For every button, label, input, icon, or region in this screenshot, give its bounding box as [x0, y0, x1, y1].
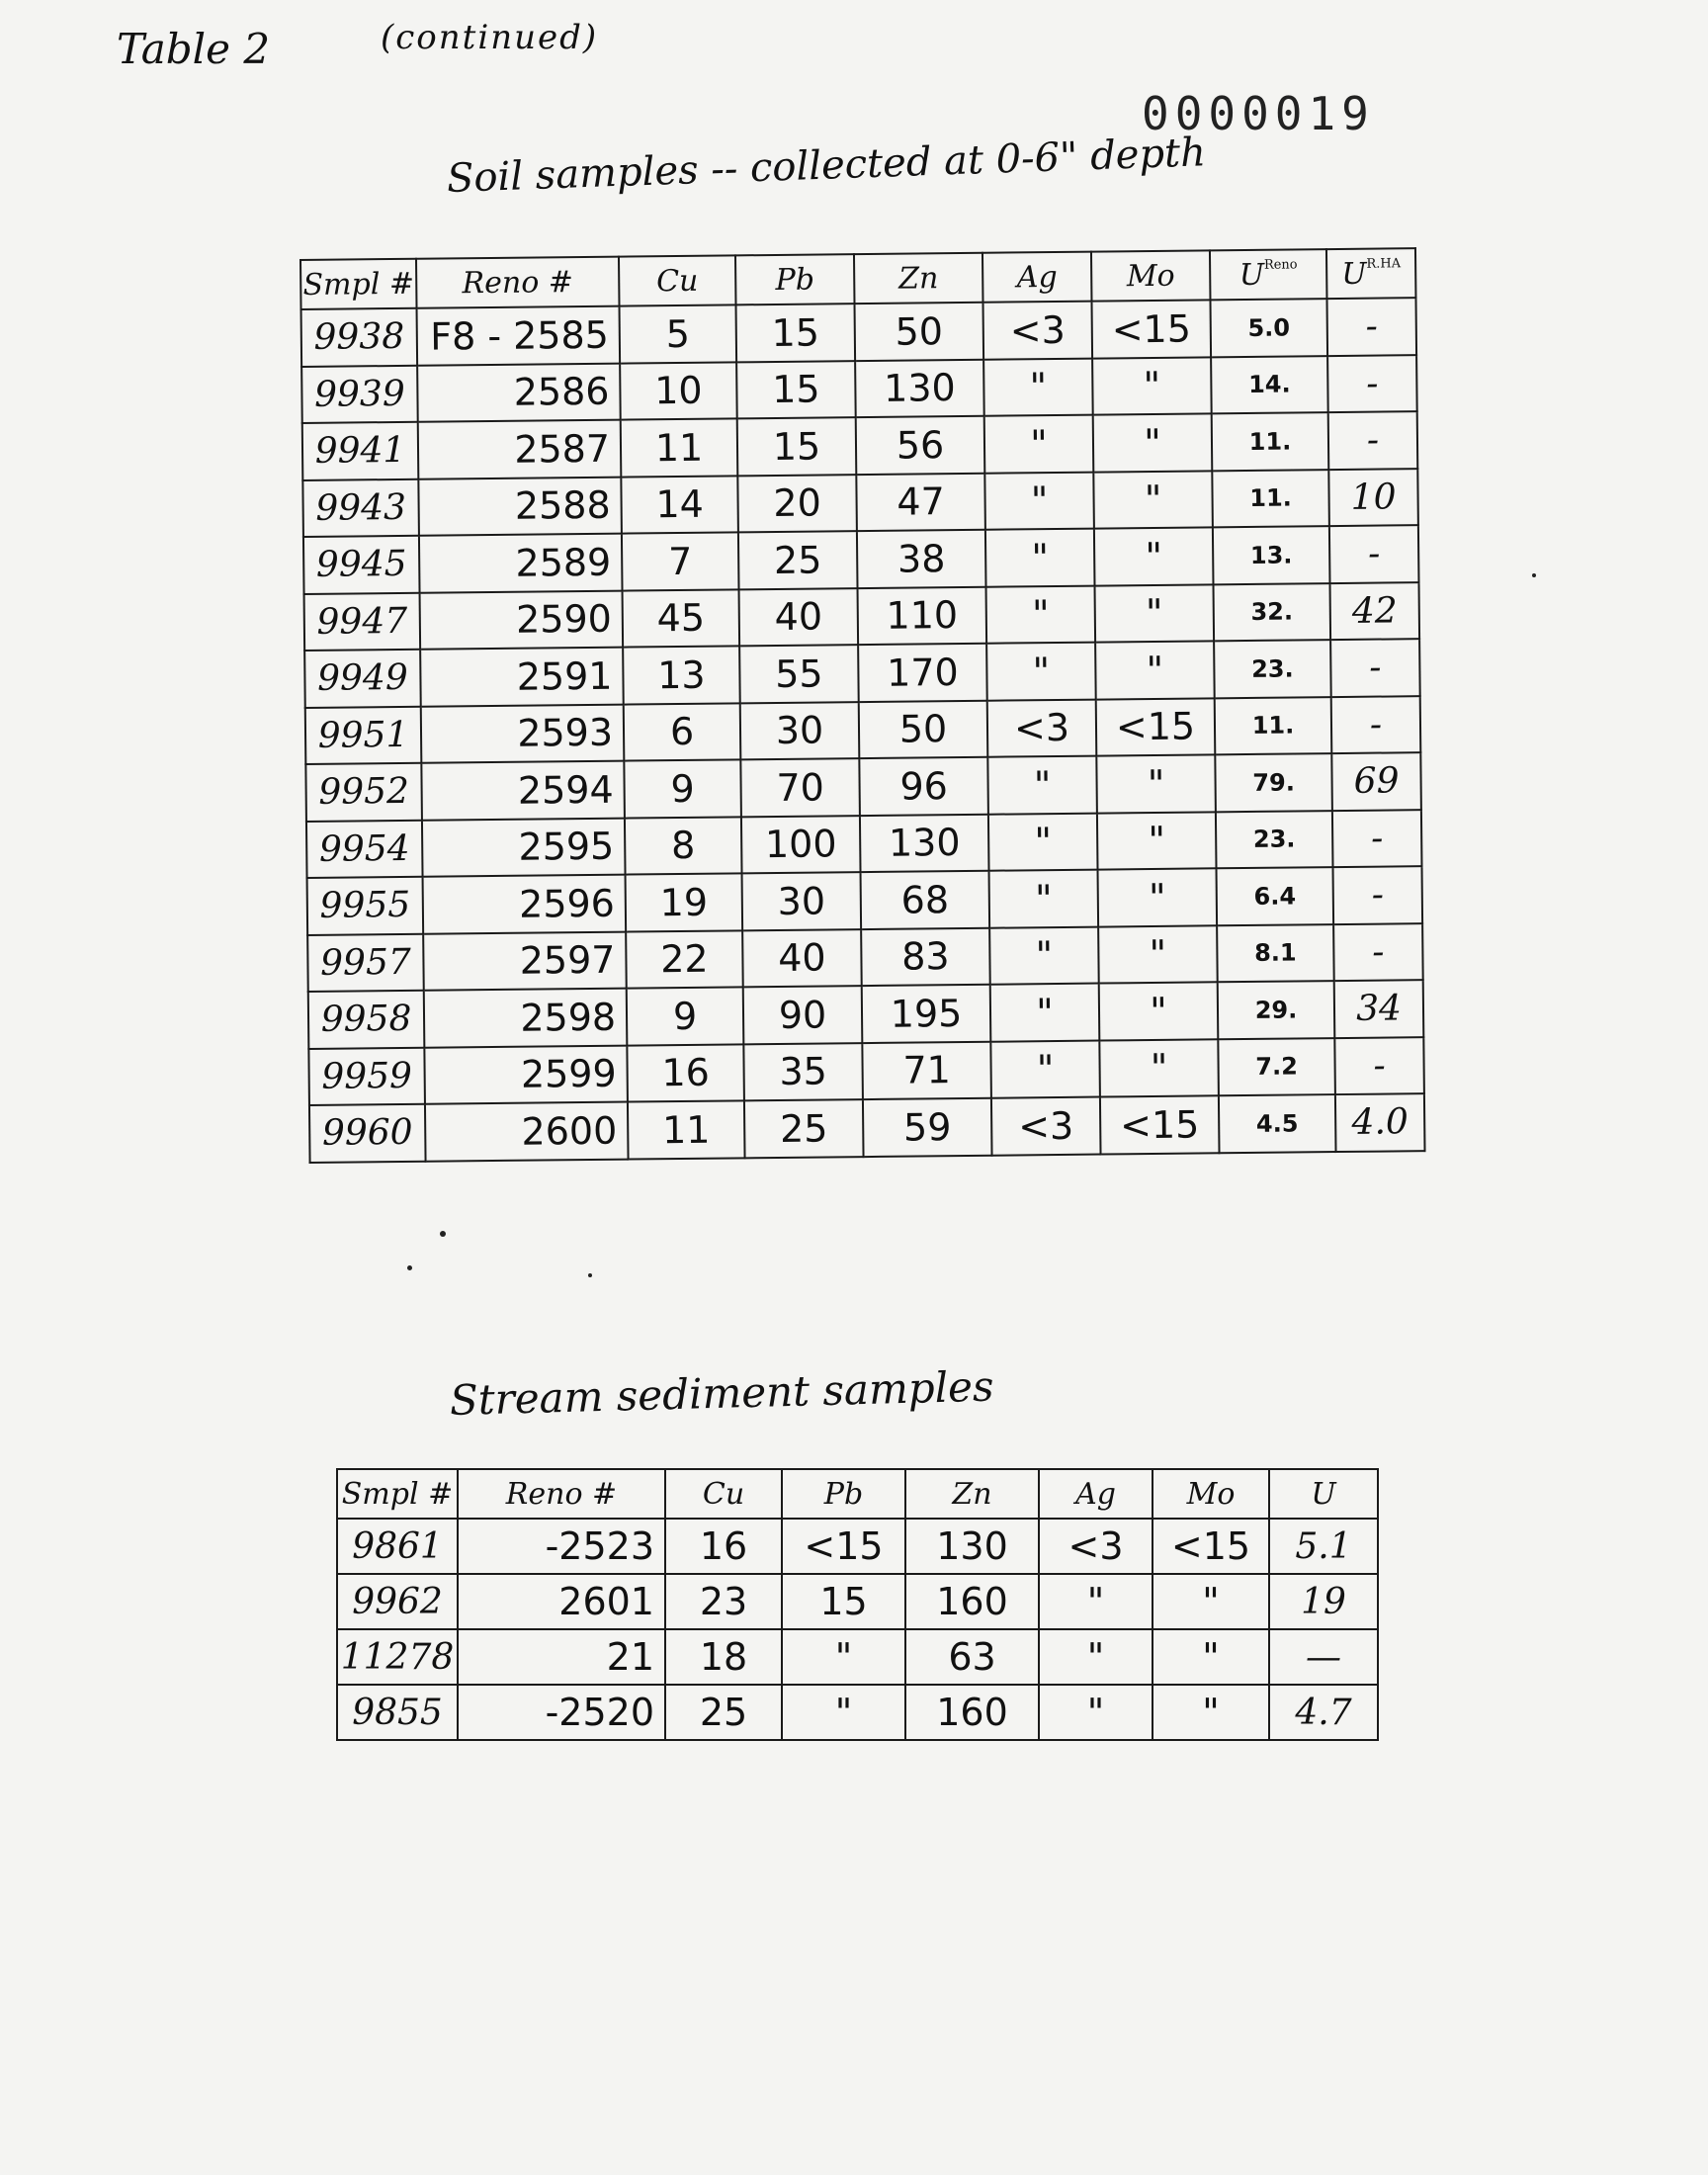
cell-reno: 2594: [421, 761, 625, 821]
cell-cu: 11: [628, 1100, 745, 1159]
stream-sediment-table: [336, 1468, 1379, 1741]
cell-u-rha: -: [1333, 923, 1423, 981]
cell-mo: ": [1098, 925, 1218, 984]
col-header-pb: Pb: [782, 1469, 905, 1519]
cell-u-rha: 69: [1331, 752, 1421, 810]
scan-speck: [440, 1231, 446, 1237]
col-header-cu: Cu: [665, 1469, 782, 1519]
cell-reno: 2599: [424, 1045, 628, 1104]
cell-zn: 160: [905, 1685, 1039, 1740]
cell-mo: ": [1098, 868, 1218, 926]
cell-zn: 63: [905, 1629, 1039, 1685]
cell-smpl: 9855: [337, 1685, 458, 1740]
cell-reno: 2597: [423, 931, 627, 991]
cell-mo: ": [1097, 812, 1217, 870]
table-row: [337, 1685, 1378, 1740]
cell-cu: 14: [621, 476, 738, 534]
table-row: [337, 1629, 1378, 1685]
cell-cu: 16: [665, 1519, 782, 1574]
cell-reno: -2520: [458, 1685, 665, 1740]
cell-u-rha: -: [1331, 696, 1421, 753]
col-header-cu: Cu: [619, 255, 736, 305]
cell-reno: 2588: [418, 477, 622, 536]
cell-cu: 16: [627, 1044, 744, 1102]
cell-ag: ": [1039, 1574, 1153, 1629]
cell-pb: 25: [738, 531, 858, 589]
u-rha-label: U: [1341, 256, 1367, 292]
cell-zn: 130: [905, 1519, 1039, 1574]
cell-zn: 110: [858, 586, 987, 645]
cell-reno: 2593: [421, 704, 625, 763]
scan-speck: [588, 1273, 592, 1277]
cell-smpl: 9962: [337, 1574, 458, 1629]
cell-u-rha: 4.0: [1335, 1093, 1425, 1151]
cell-zn: 160: [905, 1574, 1039, 1629]
col-header-pb: Pb: [735, 254, 855, 304]
soil-samples-table: [299, 247, 1426, 1163]
cell-u-reno: 5.0: [1210, 299, 1327, 357]
cell-u-rha: -: [1328, 411, 1418, 469]
cell-reno: 2587: [418, 420, 622, 479]
cell-u-reno: 13.: [1213, 526, 1330, 584]
cell-reno: 2598: [424, 989, 628, 1048]
cell-pb: 25: [744, 1099, 864, 1158]
cell-pb: 40: [742, 929, 862, 988]
cell-cu: 11: [621, 418, 738, 477]
cell-cu: 22: [626, 930, 743, 989]
cell-u-reno: 23.: [1214, 640, 1331, 698]
cell-cu: 25: [665, 1685, 782, 1740]
cell-ag: <3: [1039, 1519, 1153, 1574]
cell-pb: ": [782, 1685, 905, 1740]
cell-ag: ": [989, 926, 1099, 985]
cell-mo: <15: [1091, 300, 1211, 358]
cell-cu: 45: [623, 589, 740, 648]
cell-ag: ": [990, 1040, 1100, 1098]
cell-u-reno: 14.: [1211, 356, 1328, 414]
stream-sediment-heading: Stream sediment samples: [449, 1361, 995, 1425]
cell-smpl: 9943: [302, 478, 419, 537]
cell-pb: 15: [736, 304, 856, 362]
cell-pb: 100: [741, 816, 861, 874]
cell-mo: ": [1099, 1039, 1219, 1097]
cell-mo: ": [1099, 982, 1219, 1040]
col-header-mo: Mo: [1091, 250, 1211, 301]
cell-u: —: [1269, 1629, 1378, 1685]
table-title: Table 2: [117, 25, 271, 73]
cell-u-reno: 4.5: [1219, 1094, 1336, 1153]
cell-u-rha: -: [1334, 1037, 1424, 1094]
cell-ag: ": [986, 585, 1096, 644]
cell-reno: 2596: [423, 875, 627, 934]
cell-reno: 2591: [420, 648, 624, 707]
cell-mo: <15: [1153, 1519, 1269, 1574]
cell-smpl: 9947: [304, 592, 421, 651]
cell-pb: 40: [739, 588, 859, 647]
cell-u-rha: -: [1332, 866, 1422, 923]
cell-ag: ": [990, 984, 1100, 1042]
cell-reno: 2600: [425, 1102, 629, 1162]
cell-smpl: 9952: [305, 763, 422, 822]
cell-pb: 15: [782, 1574, 905, 1629]
cell-pb: 70: [740, 758, 860, 817]
cell-u-reno: 6.4: [1217, 867, 1334, 925]
cell-mo: <15: [1100, 1095, 1220, 1154]
cell-ag: ": [983, 358, 1093, 416]
cell-smpl: 9939: [301, 365, 418, 423]
cell-ag: ": [1039, 1629, 1153, 1685]
cell-u: 19: [1269, 1574, 1378, 1629]
cell-zn: 59: [863, 1098, 992, 1157]
cell-u-reno: 23.: [1216, 811, 1333, 869]
cell-ag: ": [984, 415, 1094, 474]
cell-mo: ": [1153, 1574, 1269, 1629]
cell-pb: ": [782, 1629, 905, 1685]
cell-reno: 21: [458, 1629, 665, 1685]
cell-reno: 2601: [458, 1574, 665, 1629]
cell-zn: 195: [862, 985, 991, 1043]
cell-smpl: 9945: [303, 536, 420, 594]
cell-mo: ": [1095, 584, 1215, 643]
cell-u-reno: 79.: [1215, 753, 1332, 812]
cell-cu: 9: [624, 759, 741, 818]
cell-u-reno: 32.: [1213, 583, 1330, 642]
cell-ag: ": [989, 870, 1099, 928]
cell-zn: 47: [856, 473, 985, 531]
cell-ag: ": [986, 643, 1096, 701]
cell-ag: <3: [982, 302, 1092, 360]
cell-zn: 83: [861, 927, 990, 986]
cell-ag: <3: [991, 1097, 1101, 1156]
cell-u-rha: -: [1332, 810, 1422, 867]
table-row: [337, 1519, 1378, 1574]
cell-smpl: 9957: [307, 933, 424, 992]
cell-pb: 15: [736, 361, 856, 419]
col-header-u-reno: [1210, 249, 1327, 300]
cell-zn: 68: [861, 871, 990, 929]
cell-reno: 2590: [420, 590, 624, 650]
cell-reno: 2595: [422, 818, 626, 877]
col-header-smpl: Smpl #: [300, 259, 417, 309]
cell-zn: 38: [857, 530, 986, 588]
cell-zn: 71: [862, 1041, 991, 1099]
col-header-mo: Mo: [1153, 1469, 1269, 1519]
cell-u-reno: 7.2: [1218, 1038, 1335, 1096]
cell-smpl: 9938: [301, 308, 418, 367]
cell-pb: 90: [743, 986, 863, 1044]
cell-smpl: 9949: [304, 650, 421, 708]
cell-ag: ": [987, 756, 1097, 815]
cell-smpl: 9861: [337, 1519, 458, 1574]
stream-header-row: [337, 1469, 1378, 1519]
col-header-smpl: Smpl #: [337, 1469, 458, 1519]
cell-mo: ": [1092, 357, 1212, 415]
cell-pb: 20: [737, 475, 857, 533]
cell-zn: 50: [859, 700, 988, 758]
cell-mo: ": [1095, 641, 1215, 699]
cell-ag: ": [985, 529, 1095, 587]
cell-mo: ": [1093, 471, 1213, 529]
col-header-zn: Zn: [905, 1469, 1039, 1519]
scan-speck: [1532, 573, 1536, 577]
col-header-u-rha: [1326, 248, 1416, 299]
scan-speck: [407, 1265, 412, 1270]
cell-mo: ": [1096, 754, 1216, 813]
cell-pb: 35: [743, 1043, 863, 1101]
cell-ag: ": [988, 813, 1098, 871]
cell-u-reno: 29.: [1218, 981, 1335, 1039]
cell-u-rha: 34: [1334, 980, 1424, 1037]
u-reno-note: Reno: [1263, 256, 1298, 273]
cell-mo: ": [1153, 1685, 1269, 1740]
cell-smpl: 9958: [308, 991, 425, 1049]
col-header-reno: Reno #: [458, 1469, 665, 1519]
cell-smpl: 9959: [308, 1047, 425, 1105]
cell-u-rha: -: [1330, 639, 1420, 696]
cell-cu: 7: [622, 532, 739, 590]
table-row: [309, 1093, 1425, 1162]
col-header-ag: Ag: [1039, 1469, 1153, 1519]
cell-ag: ": [984, 472, 1094, 530]
cell-u-rha: 10: [1328, 469, 1418, 526]
cell-cu: 6: [624, 703, 741, 761]
table-row: [337, 1574, 1378, 1629]
table-continued-label: (continued): [381, 18, 599, 57]
cell-u-reno: 11.: [1212, 412, 1329, 471]
cell-zn: 170: [858, 644, 987, 702]
cell-reno: F8 - 2585: [417, 306, 621, 366]
cell-reno: 2586: [417, 363, 621, 422]
cell-smpl: 9960: [309, 1104, 426, 1163]
cell-u: 4.7: [1269, 1685, 1378, 1740]
u-rha-note: R.HA: [1366, 255, 1402, 272]
cell-mo: ": [1094, 527, 1214, 585]
col-header-zn: Zn: [854, 253, 983, 304]
cell-smpl: 9941: [302, 422, 419, 480]
cell-u-rha: -: [1327, 355, 1417, 412]
cell-u-rha: -: [1326, 298, 1416, 355]
cell-u-reno: 11.: [1212, 470, 1329, 528]
cell-pb: <15: [782, 1519, 905, 1574]
cell-mo: <15: [1096, 698, 1216, 756]
cell-ag: ": [1039, 1685, 1153, 1740]
cell-cu: 5: [620, 304, 737, 363]
cell-cu: 18: [665, 1629, 782, 1685]
cell-cu: 13: [623, 646, 740, 704]
cell-zn: 50: [855, 303, 984, 361]
cell-smpl: 9955: [307, 877, 424, 935]
col-header-reno: Reno #: [416, 257, 620, 308]
col-header-ag: Ag: [982, 252, 1092, 303]
cell-cu: 19: [626, 873, 743, 931]
cell-pb: 55: [739, 645, 859, 703]
cell-pb: 30: [740, 702, 860, 760]
cell-mo: ": [1153, 1629, 1269, 1685]
cell-zn: 96: [859, 757, 988, 816]
cell-u-rha: 42: [1329, 582, 1419, 640]
cell-smpl: 11278: [337, 1629, 458, 1685]
cell-mo: ": [1093, 413, 1213, 472]
cell-reno: 2589: [419, 534, 623, 593]
cell-u-reno: 8.1: [1217, 924, 1334, 983]
cell-pb: 15: [737, 417, 857, 476]
col-header-u: U: [1269, 1469, 1378, 1519]
u-reno-label: U: [1238, 257, 1265, 293]
cell-cu: 10: [620, 362, 737, 420]
cell-cu: 23: [665, 1574, 782, 1629]
cell-zn: 56: [856, 416, 985, 475]
soil-samples-heading: Soil samples -- collected at 0-6" depth: [446, 130, 1207, 202]
cell-smpl: 9951: [305, 706, 422, 764]
cell-cu: 9: [627, 987, 744, 1045]
cell-cu: 8: [625, 817, 742, 875]
cell-ag: <3: [987, 699, 1097, 757]
cell-zn: 130: [860, 814, 989, 872]
cell-u-rha: -: [1329, 525, 1419, 582]
cell-reno: -2523: [458, 1519, 665, 1574]
cell-u: 5.1: [1269, 1519, 1378, 1574]
cell-smpl: 9954: [306, 820, 423, 878]
cell-u-reno: 11.: [1215, 697, 1332, 755]
cell-pb: 30: [742, 872, 862, 930]
document-number: 0000019: [1142, 87, 1375, 140]
cell-zn: 130: [855, 359, 984, 417]
